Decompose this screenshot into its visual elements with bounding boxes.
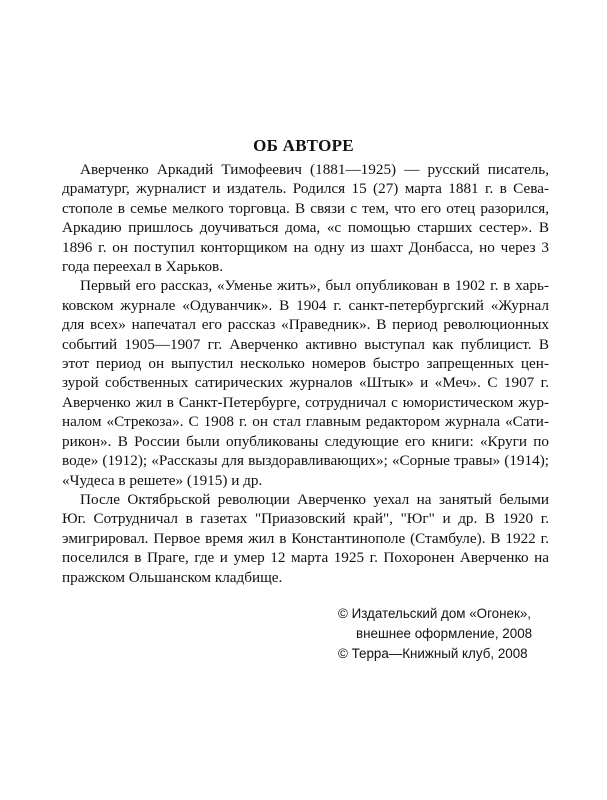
copyright-block	[338, 604, 598, 664]
about-author-text	[62, 160, 549, 587]
page-title: ОБ АВТОРЕ	[253, 136, 354, 155]
copyright-design: внешнее оформление, 2008	[356, 626, 533, 641]
copyright-book-club: © Терра—Книжный клуб, 2008	[338, 646, 528, 661]
paragraph-biography: Аверченко Аркадий Тимофеевич (1881—1925) — русский писатель, драматург, журналист и издатель. Родился 15 (27) марта 1881 г. в Севастополе в семье мелкого торговца. В связи с тем, что его отец разорился, Аркадию пришлось доучиваться дома, «с помощью старших сестер». В 1896 г. он поступил конторщиком на одну из шахт Донбасса, но через 3 года переехал в Харьков.	[62, 161, 549, 276]
paragraph-emigration: После Октябрьской революции Аверченко уехал на занятый белыми Юг. Сотрудничал в газетах "Приазовский край", "Юг" и др. В 1920 г. эмигрировал. Первое время жил в Константинополе (Стамбуле). В 1922 г. поселился в Праге, где и умер 12 марта 1925 г. Похоронен Аверченко на пражском Ольшанском кладбище.	[62, 490, 549, 586]
copyright-publisher: © Издательский дом «Огонек»,	[338, 606, 531, 621]
paragraph-career: Первый его рассказ, «Уменье жить», был опубликован в 1902 г. в харьковском журнале «Одуванчик». В 1904 г. санкт-петербургский «Журнал для всех» напечатал его рассказ «Праведник». В период революционных событий 1905—1907 гг. Аверченко активно выступал как публицист. В этот период он выпустил несколько номеров быстро запрещенных цензурой собственных сатирических журналов «Штык» и «Меч». С 1907 г. Аверченко жил в Санкт-Петербурге, сотрудничал с юмористическом журналом «Стрекоза». С 1908 г. он стал главным редактором журнала «Сатирикон». В России были опубликованы следующие его книги: «Круги по воде» (1912); «Рассказы для выздоравливающих»; «Сорные травы» (1914); «Чудеса в решете» (1915) и др.	[62, 277, 549, 489]
